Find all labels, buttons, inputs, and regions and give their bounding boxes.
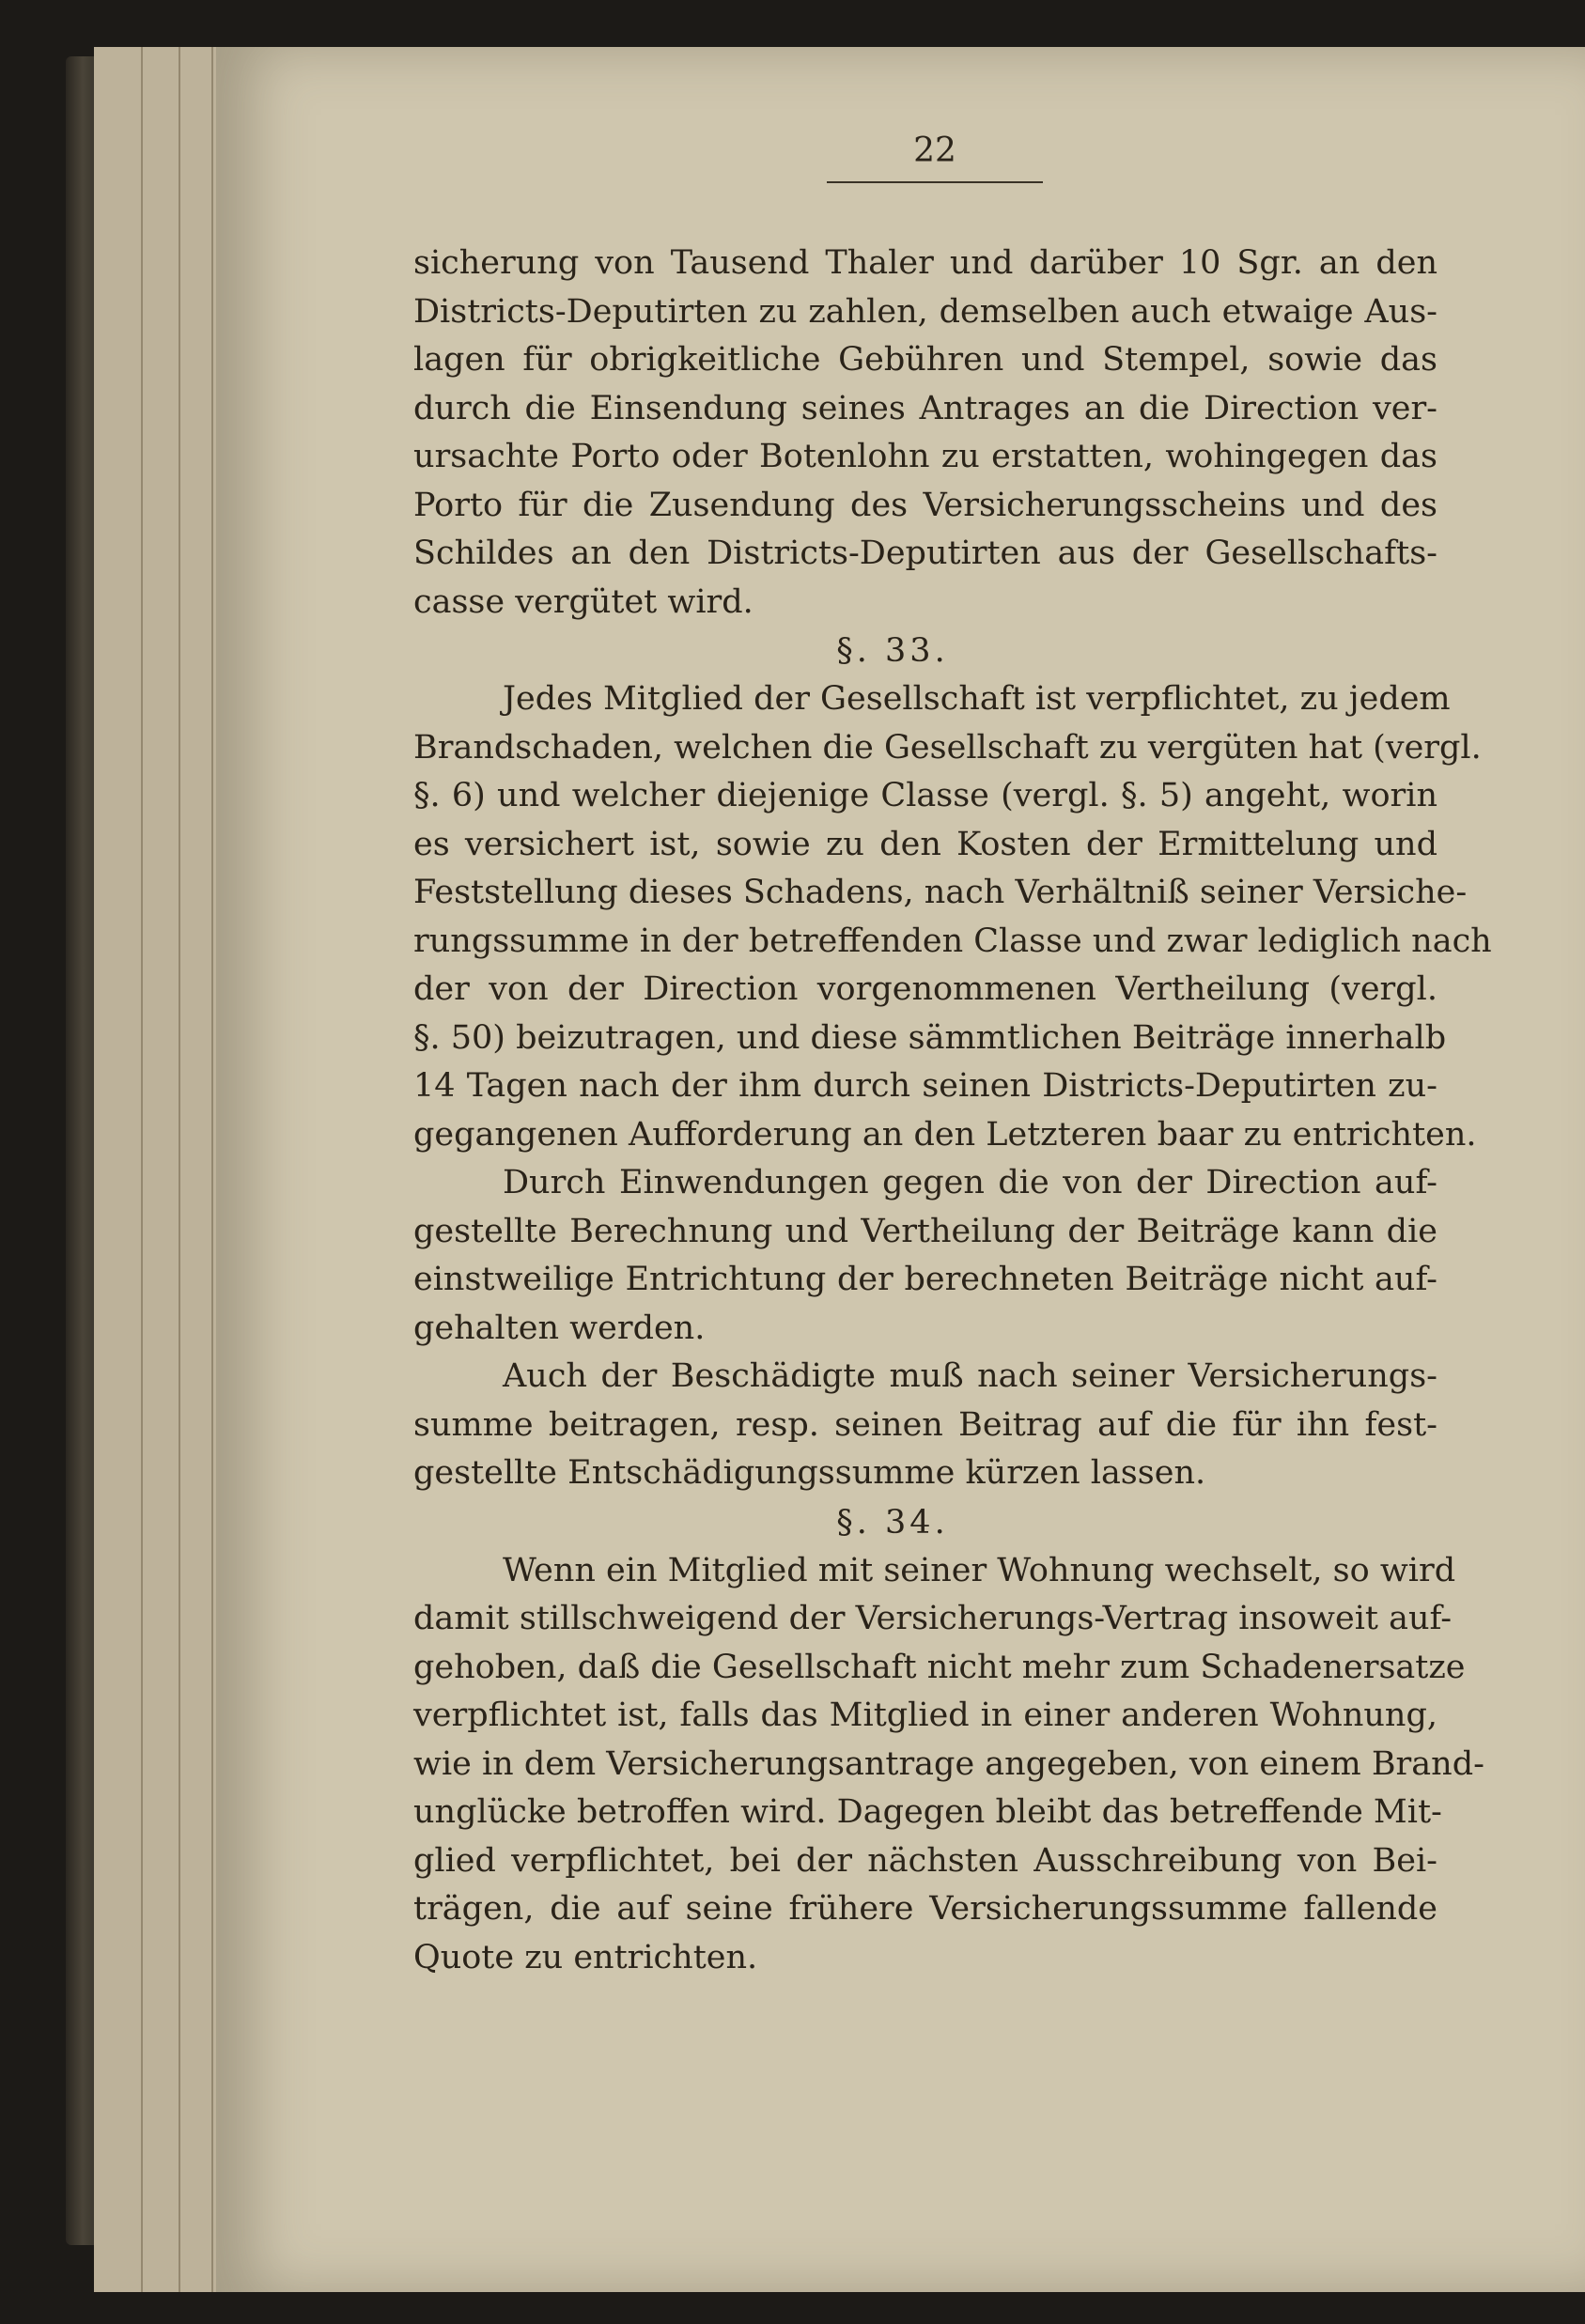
text-line: damit stillschweigend der Versicherungs-Vertrag insoweit auf- [413, 1600, 1453, 1637]
text-line: Porto für die Zusendung des Versicherungsscheins und des [413, 486, 1437, 524]
text-line: Wenn ein Mitglied mit seiner Wohnung wechselt, so wird [503, 1551, 1456, 1589]
text-line: casse vergütet wird. [413, 582, 754, 621]
text-line: unglücke betroffen wird. Dagegen bleibt das betreffende Mit- [413, 1793, 1442, 1831]
section-heading: §. 33. [836, 632, 949, 670]
text-line: rungssumme in der betreffenden Classe und zwar lediglich nach [413, 922, 1492, 960]
text-line: wie in dem Versicherungsantrage angegeben, von einem Brand- [413, 1744, 1484, 1783]
text-line: verpflichtet ist, falls das Mitglied in einer anderen Wohnung, [413, 1697, 1437, 1734]
text-line: Feststellung dieses Schadens, nach Verhältniß seiner Versiche- [413, 874, 1468, 911]
text-line: der von der Direction vorgenommenen Vertheilung (vergl. [413, 970, 1437, 1008]
text-line: durch die Einsendung seines Antrages an die Direction ver- [413, 389, 1437, 427]
page-header [827, 132, 1043, 183]
text-line: Quote zu entrichten. [413, 1938, 758, 1976]
page-leaf-edge [141, 47, 143, 2292]
text-line: Durch Einwendungen gegen die von der Direction auf- [503, 1164, 1437, 1201]
page-leaf-edge [179, 47, 180, 2292]
section-heading: §. 34. [836, 1503, 949, 1542]
text-line: glied verpflichtet, bei der nächsten Ausschreibung von Bei- [413, 1841, 1437, 1880]
text-line: ursachte Porto oder Botenlohn zu erstatten, wohingegen das [413, 438, 1437, 475]
text-line: Districts-Deputirten zu zahlen, demselben auch etwaige Aus- [413, 292, 1437, 331]
text-line: sicherung von Tausend Thaler und darüber 10 Sgr. an den [413, 244, 1437, 282]
text-line: gehoben, daß die Gesellschaft nicht mehr zum Schadenersatze [413, 1648, 1466, 1686]
text-line: gegangenen Aufforderung an den Letzteren baar zu entrichten. [413, 1115, 1477, 1154]
text-line: es versichert ist, sowie zu den Kosten der Ermittelung und [413, 825, 1437, 863]
text-line: gestellte Entschädigungssumme kürzen lassen. [413, 1454, 1206, 1492]
page-number: 22 [913, 132, 956, 170]
text-line: 14 Tagen nach der ihm durch seinen Districts-Deputirten zu- [413, 1067, 1437, 1105]
text-line: gestellte Berechnung und Vertheilung der Beiträge kann die [413, 1212, 1437, 1250]
text-line: §. 6) und welcher diejenige Classe (vergl. §. 5) angeht, worin [413, 777, 1437, 814]
header-rule [827, 181, 1043, 183]
text-line: einstweilige Entrichtung der berechneten Beiträge nicht auf- [413, 1261, 1437, 1298]
text-line: trägen, die auf seine frühere Versicherungssumme fallende [413, 1890, 1437, 1928]
text-line: Brandschaden, welchen die Gesellschaft zu vergüten hat (vergl. [413, 728, 1482, 767]
text-line: Auch der Beschädigte muß nach seiner Versicherungs- [503, 1357, 1437, 1395]
page-body-text [413, 240, 1492, 1982]
page-leaf-edge [211, 47, 213, 2292]
text-line: gehalten werden. [413, 1309, 706, 1347]
text-line: Jedes Mitglied der Gesellschaft ist verpflichtet, zu jedem [503, 680, 1451, 718]
text-line: Schildes an den Districts-Deputirten aus der Gesellschafts- [413, 535, 1437, 572]
text-line: §. 50) beizutragen, und diese sämmtlichen Beiträge innerhalb [413, 1018, 1447, 1057]
text-line: lagen für obrigkeitliche Gebühren und Stempel, sowie das [413, 341, 1437, 379]
text-line: summe beitragen, resp. seinen Beitrag auf die für ihn fest- [413, 1405, 1437, 1444]
